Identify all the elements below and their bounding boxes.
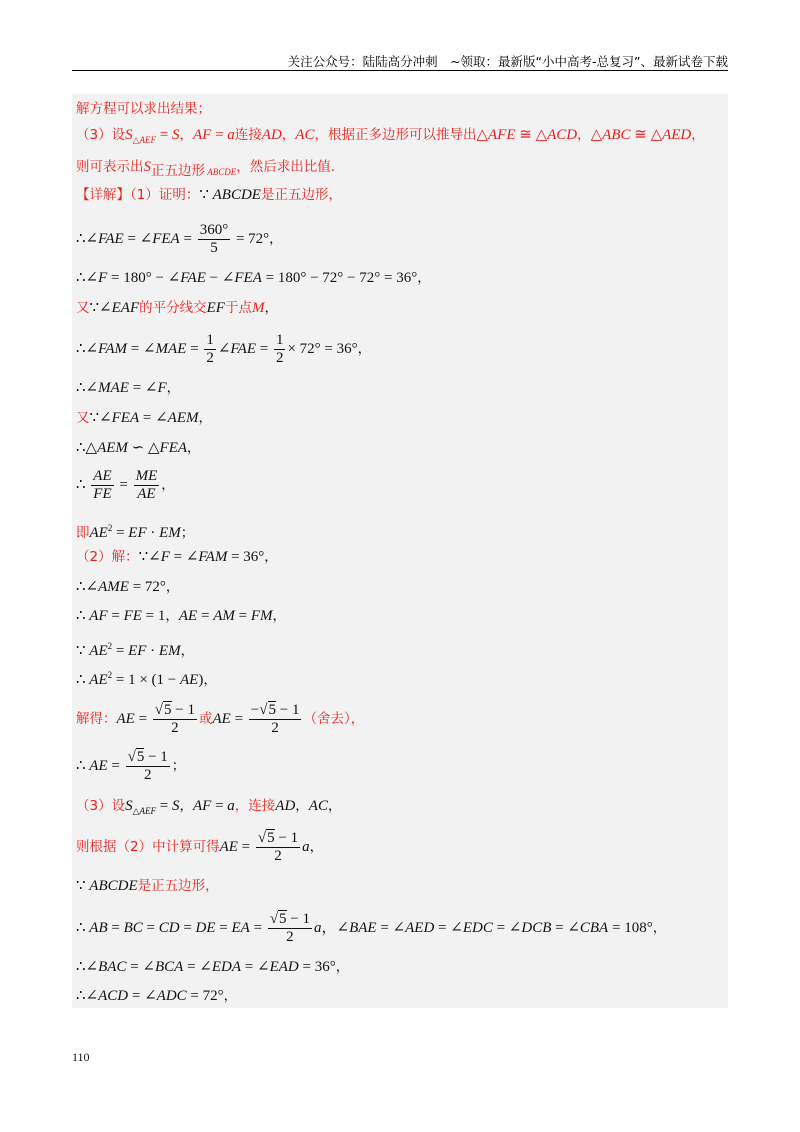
solution-line-22: 则根据（2）中计算可得AE = $\frac{√5 - 1}{2}$ a， bbox=[76, 830, 324, 864]
solution-line-16: ∴ AF = FE = 1，AE = AM = FM， bbox=[76, 608, 286, 624]
solution-line-7: 又∵∠EAF的平分线交EF于点M， bbox=[76, 300, 278, 316]
solution-line-18: ∴ $AE^2 = 1 \times (1 - AE)$， bbox=[76, 670, 217, 688]
solution-line-4: 【详解】（1）证明：∵ ABCDE是正五边形， bbox=[76, 187, 342, 203]
solution-line-21: （3）设$S_{\triangle AEF} = S$，AF = a，连接AD，AC， bbox=[76, 798, 342, 816]
solution-line-19: 解得：AE = $\frac{√5 - 1}{2}$ 或AE = $\frac{-√5 - 1}{2}$ （舍去）， bbox=[76, 702, 365, 736]
solution-line-6: ∴∠F = 180° − ∠FAE − ∠FEA = 180° − 72° − 72° = 36°， bbox=[76, 270, 431, 286]
solution-line-26: ∴∠ACD = ∠ADC = 72°， bbox=[76, 988, 238, 1004]
solution-line-15: ∴∠AME = 72°， bbox=[76, 579, 180, 595]
solution-line-12: ∴ $\frac{AE}{FE}$ = $\frac{ME}{AE}$ ， bbox=[76, 468, 175, 502]
solution-line-13: 即$AE^2$ = EF · EM； bbox=[76, 523, 195, 541]
solution-line-9: ∴∠MAE = ∠F， bbox=[76, 380, 181, 396]
solution-line-1: 解方程可以求出结果； bbox=[76, 101, 211, 117]
solution-line-2: （3）设$S_{\triangle AEF} = S$，AF = a连接AD，AC，根据正多边形可以推导出△AFE ≅ △ACD，△ABC ≅ △AED， bbox=[76, 127, 705, 145]
solution-line-10: 又∵∠FEA = ∠AEM， bbox=[76, 410, 212, 426]
solution-block bbox=[72, 94, 728, 1008]
solution-line-23: ∵ ABCDE是正五边形， bbox=[76, 878, 219, 894]
solution-line-14: （2）解：∵∠F = ∠FAM = 36°， bbox=[76, 549, 278, 565]
solution-line-20: ∴ AE = $\frac{√5 - 1}{2}$ ； bbox=[76, 749, 186, 783]
solution-line-8: ∴∠FAM = ∠MAE = $\frac{1}{2}$ ∠FAE = $\frac{1}{2}$ × 72° = 36°， bbox=[76, 332, 372, 366]
page-header: 关注公众号：陆陆高分冲刺 ~领取：最新版“小中高考-总复习”、最新试卷下载 bbox=[287, 54, 728, 69]
solution-line-24: ∴ AB = BC = CD = DE = EA = $\frac{√5 - 1}{2}$ a，∠BAE = ∠AED = ∠EDC = ∠DCB = ∠CBA = 108°， bbox=[76, 911, 667, 945]
solution-line-5: ∴∠FAE = ∠FEA = $\frac{360^\circ}{5}$ = 72°， bbox=[76, 222, 283, 256]
solution-line-17: ∵ $AE^2$ = EF · EM， bbox=[76, 641, 195, 659]
header-rule bbox=[72, 70, 728, 71]
solution-line-25: ∴∠BAC = ∠BCA = ∠EDA = ∠EAD = 36°， bbox=[76, 959, 350, 975]
solution-line-3: 则可表示出$S_{正五边形 ABCDE}$，然后求出比值． bbox=[76, 159, 345, 179]
page-number: 110 bbox=[72, 1050, 90, 1064]
solution-line-11: ∴△AEM ∽ △FEA， bbox=[76, 440, 201, 456]
